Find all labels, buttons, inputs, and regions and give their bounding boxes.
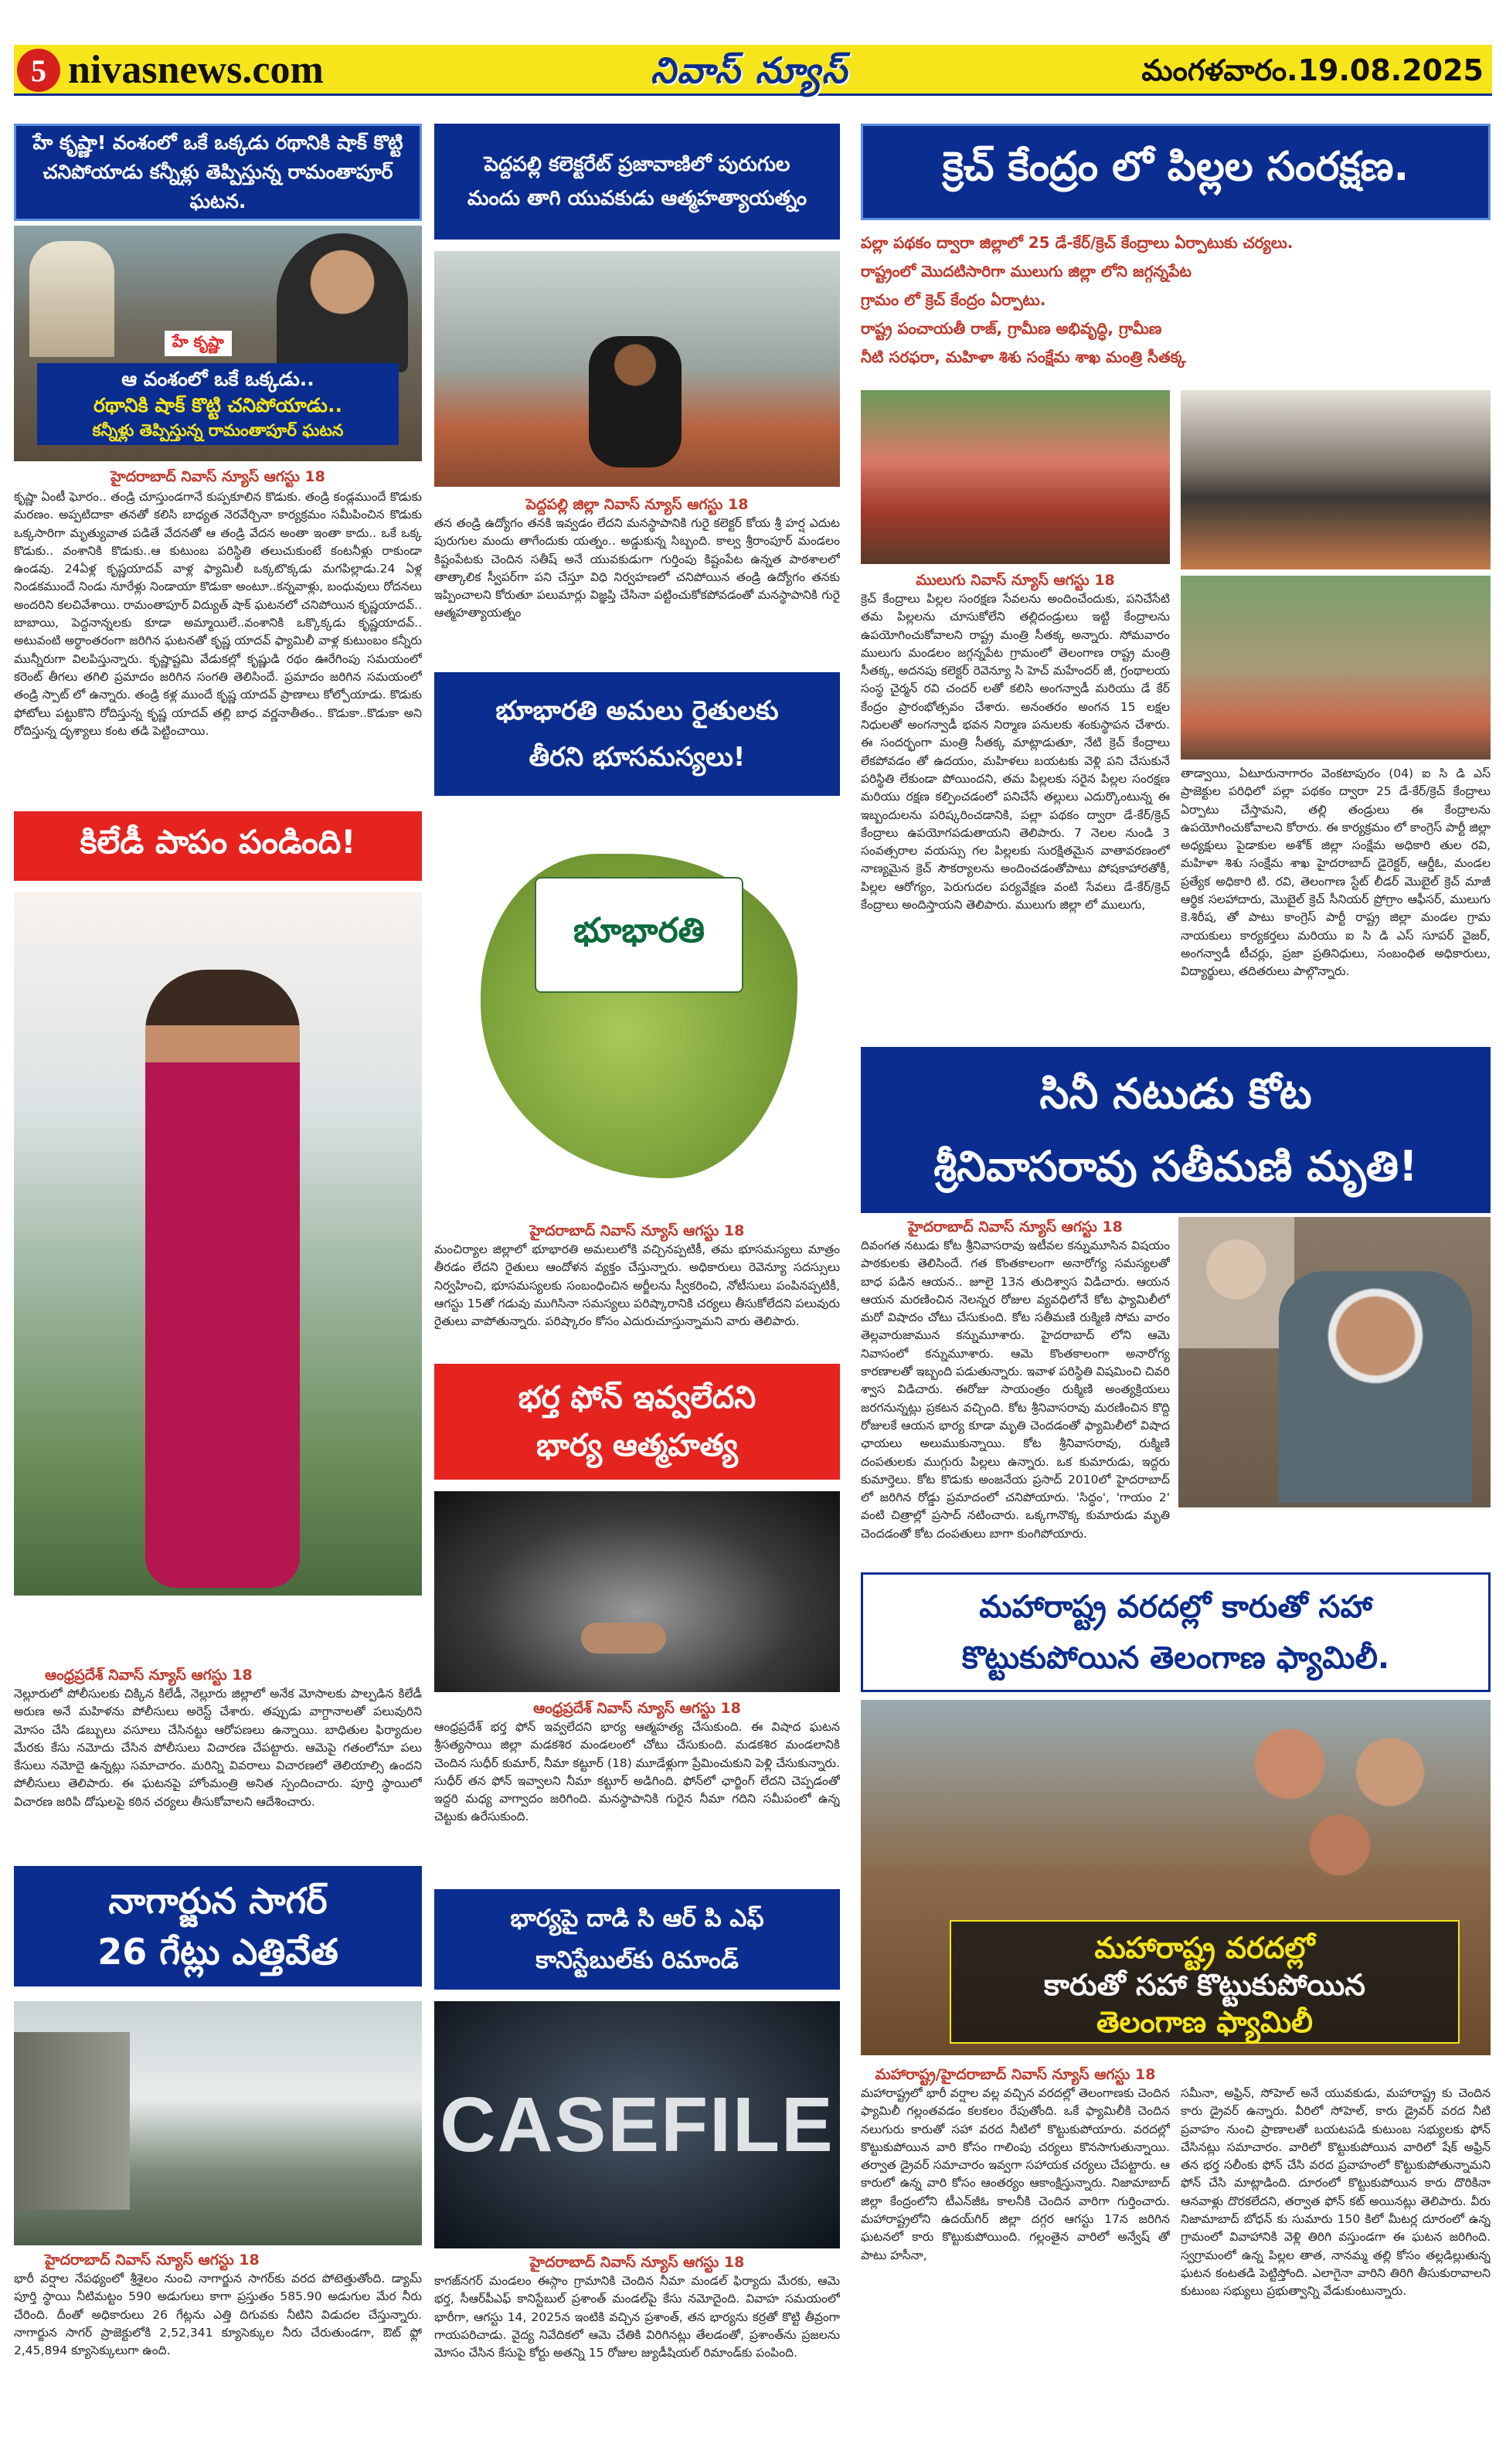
headline-line: హే కృష్ణా! వంశంలో ఒకే ఒక్కడు రథానికి షాక్ కొట్టి <box>32 131 403 154</box>
article-body: మంచిర్యాల జిల్లాలో భూభారతి అమలులోకి వచ్చినప్పటికీ, తమ భూసమస్యలు మాత్రం తీరడం లేదని రైతులు ఆందోళన వ్యక్తం చేస్తున్నారు. అధికారులు రెవెన్యూ సదస్సులు నిర్వహించి, భూసమస్యలకు సంబంధించిన అర్జీలను స్వీకరించి, నోటీసులు పంపినప్పటికీ, ఆగస్టు 15తో గడువు ముగిసినా సమస్యలు పరిష్కారానికి చర్యలు తీసుకోలేదని పలువురు రైతులు వాపోతున్నారు. పరిష్కారం కోసం ఎదురుచూస్తున్నామని వారు తెలిపారు. <box>434 1242 840 1329</box>
article-body: తన తండ్రి ఉద్యోగం తనకి ఇవ్వడం లేదని మనస్థాపానికి గురై కలెక్టర్ కోయ శ్రీ హర్ష ఎదుట పురుగుల మందు తాగేందుకు యత్నం.. అడ్డుకున్న సిబ్బంది. కాల్వ శ్రీరాంపూర్ మండలం కిష్టంపేటకు చెందిన సతీష్ అనే యువకుడుగా గుర్తింపు కిష్టంపేట ఉన్నత పాఠశాలలో తాత్కాలిక స్వీపర్‌గా పని చేస్తూ విధి నిర్వహణలో చనిపోయిన తండ్రి ఉద్యోగం తనకు ఇప్పించాలని కోరుతూ పలుమార్లు విజ్ఞప్తి చేసినా పట్టించుకోకపోవడంతో మనస్థాపానికి గురై ఆత్మహత్యాయత్నం <box>434 516 840 620</box>
article-body: క్రెచ్ కేంద్రాలు పిల్లల సంరక్షణ సేవలను అందించేందుకు, పనిచేసేటి తమ పిల్లలను చూసుకోలేని తల్లిదండ్రులు ఇట్టి కేంద్రాలను ఉపయోగించుకోవాలని రాష్ట్ర మంత్రి సీతక్క అన్నారు. సోమవారం ములుగు మండలం జగ్గన్నపేట గ్రామంలో తెలంగాణ రాష్ట్ర మంత్రి సీతక్క, అదనపు కలెక్టర్ రెవెన్యూ సి హెచ్ మహేందర్ జీ, గ్రంథాలయ సంస్థ చైర్మన్ రవి చందర్ లతో కలిసి అంగన్వాడీ మరియు డే కేర్ కేంద్రం ప్రారంభోత్సవం చేశారు. అనంతరం అంగన 15 లక్షల నిధులతో అంగన్వాడీ భవన నిర్మాణ పనులకు శంకుస్థాపన చేశారు. ఈ సందర్భంగా మంత్రి సీతక్క మాట్లాడుతూ, నేటి క్రెచ్ కేంద్రాలు లేకపోవడం తో ఉదయం, మహిళలు బయటకు వెళ్లి పని చేసుకునే పరిస్థితి లేకుండా పోయిందని, తమ పిల్లలకు సరైన పిల్లల సంరక్షణ మరియు రక్షణ కల్పించడంలో పనిచేసే తల్లులు ఎదుర్కొంటున్న ఈ ఇబ్బందులను పరిష్కరించడానికి, పల్లా పథకం ద్వారా డే-కేర్/క్రెచ్ కేంద్రాలు ఉపయోగపడుతాయని తెలిపారు. 7 నెలల నుండి 3 సంవత్సరాల వయస్సు గల పిల్లలకు సురక్షితమైన వాతావరణంలో నాణ్యమైన క్రెచ్ సౌకర్యాలను అందించడంతోపాటు పోషకాహారతోకీ, పిల్లల ఆరోగ్యం, పెరుగుదల పర్యవేక్షణ వంటి సేవలు డే-కేర్/క్రెచ్ కేంద్రాలు అందిస్తాయని తెలిపారు. ములుగు జిల్లా లో ములుగు, <box>861 592 1170 913</box>
headline-kota <box>861 1047 1491 1213</box>
dateline: ఆంధ్రప్రదేశ్ నివాస్ న్యూస్ ఆగస్టు 18 <box>45 1667 253 1684</box>
site-name[interactable]: nivasnews.com <box>68 48 324 92</box>
headline-line: చనిపోయాడు కన్నీళ్లు తెప్పిస్తున్న రామంతాపూర్ ఘటన. <box>42 161 393 212</box>
headline-line: తీరని భూసమస్యలు! <box>529 742 746 773</box>
subhead-line: నీటి సరఫరా, మహిళా శిశు సంక్షేమ శాఖ మంత్రి సీతక్క <box>861 348 1186 366</box>
photo-caption-line: ఆ వంశంలో ఒకే ఒక్కడు.. <box>121 368 314 390</box>
headline-line: కొట్టుకుపోయిన తెలంగాణ ఫ్యామిలీ. <box>961 1640 1390 1676</box>
dateline: మహారాష్ట్ర/హైదరాబాద్ నివాస్ న్యూస్ ఆగస్టు 18 <box>875 2066 1156 2083</box>
bhubharati-logo-text: భూభారతి <box>573 911 705 950</box>
photo-dam-gates <box>14 2001 422 2245</box>
article-body: భారీ వర్షాల నేపథ్యంలో శ్రీశైలం నుంచి నాగార్జున సాగర్‌కు వరద పోటెత్తుతోంది. డ్యామ్ పూర్తి స్థాయి నీటిమట్టం 590 అడుగులు కాగా ప్రస్తుతం 585.90 అడుగుల మేర నీరు చేరింది. దీంతో అధికారులు 26 గేట్లను ఎత్తి దిగువకు నీటిని విడుదల చేస్తున్నారు. నాగార్జున సాగర్ ప్రాజెక్టులోకి 2,52,341 క్యూసెక్కుల నీరు చేరుతుండగా, ఔట్ ఫ్లో 2,45,894 క్యూసెక్కులుగా ఉంది. <box>14 2272 422 2358</box>
photo-person-inset <box>277 233 408 372</box>
overlay-line: మహారాష్ట్ర వరదల్లో <box>1094 1931 1315 1965</box>
photo-caption-box <box>37 363 399 445</box>
headline-line: మందు తాగి యువకుడు ఆత్మహత్యాయత్నం <box>467 187 807 210</box>
photo-flood <box>861 1700 1491 2055</box>
dateline: ఆంధ్రప్రదేశ్ నివాస్ న్యూస్ ఆగస్టు 18 <box>533 1700 741 1717</box>
headline-crpf <box>434 1889 840 1990</box>
photo-bhubharati-map <box>434 807 840 1217</box>
photo-collectorate-youth <box>434 251 840 487</box>
dateline: హైదరాబాద్ నివాస్ న్యూస్ ఆగస్టు 18 <box>110 468 325 485</box>
headline-krishna <box>14 124 422 221</box>
article-body: మహారాష్ట్రలో భారీ వర్షాల వల్ల వచ్చిన వరదల్లో తెలంగాణకు చెందిన ఫ్యామిలీ గల్లంతవడం కలకలం రేపుతోంది. ఒకే ఫ్యామిలీకి చెందిన నలుగురు కారుతో సహా వరద నీటిలో కొట్టుకుపోయారు. వరదల్లో కొట్టుకుపోయిన వారి కోసం గాలింపు చర్యలు కొనసాగుతున్నాయి. తర్వాత డ్రైవర్ సమాచారం ఇవ్వగా సహాయక చర్యలు చేపట్టారు. ఆ కారులో ఉన్న వారి కోసం ఆంతర్యం ఆకాంక్షిస్తున్నారు. నిజామాబాద్ జిల్లా కేంద్రంలోని టీఎన్‌జీఓ కాలనీకి చెందిన వారిగా గుర్తించారు. మహారాష్ట్రలోని ఉదయ్‌గిర్ జిల్లా దగ్గర ఆగస్టు 17న జరిగిన ఘటనలో కారు కొట్టుకుపోయింది. గల్లంతైన వారిలో అన్వేష్ తో పాటు హసీనా, <box>861 2086 1170 2262</box>
photo-youth-figure <box>589 336 682 467</box>
headline-nagarjuna-sagar <box>14 1866 422 1986</box>
photo-kota-couple <box>1178 1217 1491 1507</box>
photo-rukmini-figure <box>1279 1271 1472 1503</box>
page-number-badge <box>17 49 60 92</box>
headline-line: సినీ నటుడు కోట <box>1039 1069 1312 1118</box>
photo-creche-plaque <box>1181 390 1491 569</box>
photo-creche-inauguration <box>861 390 1170 564</box>
headline-line: భర్త ఫోన్ ఇవ్వలేదని <box>518 1380 756 1416</box>
subhead-line: రాష్ట్ర పంచాయతీ రాజ్, గ్రామీణ అభివృద్ధి, గ్రామీణ <box>861 319 1162 338</box>
photo-woman-figure <box>145 970 300 1588</box>
headline-line: భార్య ఆత్మహత్య <box>536 1428 738 1463</box>
headline-wife-suicide <box>434 1364 840 1480</box>
bhubharati-logo-box <box>535 877 743 993</box>
article-body: నెల్లూరులో పోలీసులకు చిక్కిన కిలేడీ, నెల్లూరు జిల్లాలో అనేక మోసాలకు పాల్పడిన కిలేడీ అరుణ అనే మహిళను పోలీసులు అరెస్ట్ చేశారు. తప్పుడు వాగ్దానాలతో పలువురిని మోసం చేసి డబ్బులు వసూలు చేసినట్టు ఆరోపణలు ఉన్నాయి. బాధితుల ఫిర్యాదుల మేరకు కేసు నమోదు చేసిన పోలీసులు విచారణ చేపట్టారు. ఆమెపై గతంలోనూ పలు కేసులు నమోదై ఉన్నట్లు సమాచారం. మరిన్ని వివరాలు విచారణలో తెలియాల్సి ఉందని పోలీసులు తెలిపారు. ఈ ఘటనపై హోంమంత్రి అనిత స్పందించారు. పూర్తి స్థాయిలో విచారణ జరిపి దోషులపై కఠిన చర్యలు తీసుకోవాలని ఆదేశించారు. <box>14 1687 422 1809</box>
article-body: కాగజ్‌నగర్ మండలం ఈస్గాం గ్రామానికి చెందిన నీమా మండల్ ఫిర్యాదు మేరకు, ఆమె భర్త, సీఆర్‌పీఎఫ్ కానిస్టేబుల్ ప్రశాంత్ మండల్‌పై కేసు నమోదైంది. వివాహ సమయంలో భారీగా, ఆగస్టు 14, 2025న ఇంటికి వచ్చిన ప్రశాంత్, తన భార్యను కర్రతో కొట్టి తీవ్రంగా గాయపరిచాడు. వైద్య నివేదికలో ఆమె చేతికి విరిగినట్లు తేలడంతో, ప్రశాంత్‌ను ప్రజలను మోసం చేసిన కేసుపై కోర్టు అతన్ని 15 రోజుల జ్యుడీషియల్ రిమాండ్‌కు పంపింది. <box>434 2274 840 2360</box>
headline-line: నాగార్జున సాగర్ <box>108 1880 328 1922</box>
article-body: తాడ్వాయి, ఏటూరునాగారం వెంకటాపురం (04) ఐ సి డి ఎస్ ప్రాజెక్టుల పరిధిలో పల్లా పథకం ద్వారా 25 డే-కేర్/క్రెచ్ కేంద్రాలు ఏర్పాటు చేస్తామని, తల్లి తండ్రులు ఈ కేంద్రాలను ఉపయోగించుకోవాలని కోరారు. ఈ కార్యక్రమం లో కాంగ్రెస్ పార్టీ జిల్లా అధ్యక్షులు పైడాకుల అశోక్ జిల్లా సంక్షేమ అధికారి తుల రవి, మహిళా శిశు సంక్షేమ శాఖ హైదరాబాద్ డైరెక్టర్, ఆర్డీఓ, మండల ప్రత్యేక అధికారి టి. రవి, తెలంగాణ స్టేట్ లీడర్ మొబైల్ క్రెచ్ మాజీ ఆర్థిక సలహాదారు, మొబైల్ క్రెచ్ సీనియర్ ప్రోగ్రాం ఆఫీసర్, ములుగు కె.శిరీష, తో పాటు కాంగ్రెస్ పార్టీ రాష్ట్ర జిల్లా మండల గ్రామ నాయకులు కార్యకర్తలు మరియు ఐ సి డి ఎస్ సూపర్ వైజర్, అంగన్వాడీ టీచర్లు, ప్రజా ప్రతినిధులు, సంబంధిత అధికారులు, విద్యార్థులు, తదితరులు పాల్గొన్నారు. <box>1181 766 1491 979</box>
photo-casefile <box>434 2001 840 2248</box>
photo-kota-inset <box>1178 1217 1294 1348</box>
photo-chariot <box>29 241 114 357</box>
dateline: హైదరాబాద్ నివాస్ న్యూస్ ఆగస్టు 18 <box>529 2254 745 2271</box>
photo-covered-body <box>434 1491 840 1692</box>
photo-caption-line: రథానికి షాక్ కొట్టి చనిపోయాడు.. <box>93 394 342 416</box>
photo-overlay-box <box>950 1920 1460 2044</box>
creche-subhead <box>861 229 1491 376</box>
headline-line: కానిస్టేబుల్‌కు రిమాండ్ <box>535 1946 739 1974</box>
dateline: పెద్దపల్లి జిల్లా నివాస్ న్యూస్ ఆగస్టు 18 <box>525 496 749 513</box>
photo-dam-wall <box>14 2032 130 2210</box>
dateline: హైదరాబాద్ నివాస్ న్యూస్ ఆగస్టు 18 <box>908 1218 1123 1235</box>
brand-logo: నివాస్ న్యూస్ <box>651 49 848 91</box>
dateline: హైదరాబాద్ నివాస్ న్యూస్ ఆగస్టు 18 <box>45 2252 260 2269</box>
dateline: ములుగు నివాస్ న్యూస్ ఆగస్టు 18 <box>916 572 1115 589</box>
photo-label-hey-krishna: హే కృష్ణా <box>165 331 232 356</box>
overlay-line: కారుతో సహా కొట్టుకుపోయిన <box>1044 1968 1365 2002</box>
photo-caption-line: కన్నీళ్లు తెప్పిస్తున్న రామంతాపూర్ ఘటన <box>92 421 344 440</box>
headline-creche: క్రెచ్ కేంద్రం లో పిల్లల సంరక్షణ. <box>861 124 1491 220</box>
headline-maharashtra-floods <box>861 1572 1491 1692</box>
headline-peddapalli <box>434 124 840 240</box>
page-number: 5 <box>31 53 46 88</box>
photo-woman-saree <box>14 892 422 1596</box>
headline-line: 26 గేట్లు ఎత్తివేత <box>97 1931 338 1973</box>
subhead-line: రాష్ట్రంలో మొదటిసారిగా ములుగు జిల్లా లోని జగ్గన్నపేట <box>861 262 1192 280</box>
subhead-line: గ్రామం లో క్రెచ్ కేంద్రం ఏర్పాటు. <box>861 291 1046 309</box>
headline-line: మహారాష్ట్ర వరదల్లో కారుతో సహా <box>979 1589 1372 1625</box>
subhead-line: పల్లా పథకం ద్వారా జిల్లాలో 25 డే-కేర్/క్రెచ్ కేంద్రాలు ఏర్పాటుకు చర్యలు. <box>861 233 1294 252</box>
headline-line: భూభారతి అమలు రైతులకు <box>495 695 779 726</box>
article-body: దివంగత నటుడు కోట శ్రీనివాసరావు ఇటీవల కన్నుమూసిన విషయం పాఠకులకు తెలిసిందే. గత కొంతకాలంగా అనారోగ్య సమస్యలతో బాధ పడిన ఆయన.. జూలై 13న తుదిశ్వాస విడిచారు. ఆయన ఆయన మరణించిన నెలన్నర రోజుల వ్యవధిలోనే కోట ఫ్యామిలీలో మరో విషాదం చోటు చేసుకుంది. కోట సతీమణి రుక్మిణి సోమ వారం తెల్లవారుజామున కన్నుమూశారు. హైదరాబాద్ లోని ఆమె నివాసంలో కన్నుమూశారు. ఆమె కొంతకాలంగా అనారోగ్య కారణాలతో ఇబ్బంది పడుతున్నారు. ఇవాళ పరిస్థితి విషమించి చివరి శ్వాస విడిచారు. ఈరోజు సాయంత్రం రుక్మిణి అంత్యక్రియలు జరగనున్నట్లు ప్రకటన వచ్చింది. కోట శ్రీనివాసరావు మరణించిన కొద్ది రోజులకే ఆయన భార్య కూడా మృతి చెందడంతో ఫ్యామిలీలో విషాద ఛాయలు అలుముకున్నాయి. కోట శ్రీనివాసరావు, రుక్మిణి దంపతులకు ముగ్గురు పిల్లలు ఉన్నారు. ఒక కుమారుడు, ఇద్దరు కుమార్తెలు. కోట కొడుకు అంజనేయ ప్రసాద్ 2010లో హైదరాబాద్ లో జరిగిన రోడ్డు ప్రమాదంలో చనిపోయారు. 'సిద్ధం', 'గాయం 2' వంటి చిత్రాల్లో ప్రసాద్ నటించారు. ఒక్కగానొక్క కుమారుడు మృతి చెందడంతో కోట దంపతులు బాగా కుంగిపోయారు. <box>861 1239 1170 1541</box>
dateline: హైదరాబాద్ నివాస్ న్యూస్ ఆగస్టు 18 <box>529 1222 745 1239</box>
headline-line: పెద్దపల్లి కలెక్టరేట్ ప్రజావాణిలో పురుగుల <box>484 153 790 176</box>
photo-creche-foundation <box>1181 576 1491 760</box>
headline-kiledi: కిలేడీ పాపం పండింది! <box>14 811 422 881</box>
headline-line: భార్యపై దాడి సి ఆర్ పి ఎఫ్ <box>510 1905 764 1932</box>
overlay-line: తెలంగాణ ఫ్యామిలీ <box>1096 2005 1314 2039</box>
photo-hand <box>581 1623 666 1653</box>
article-body: ఆంధ్రప్రదేశ్ భర్త ఫోన్ ఇవ్వలేదని భార్య ఆత్మహత్య చేసుకుంది. ఈ విషాద ఘటన శ్రీసత్యసాయి జిల్లా మడకశిర మండలంలో చోటు చేసుకుంది. మడకశిర మండలానికి చెందిన సుధీర్ కుమార్, నీమా కట్టూర్ (18) మూడేళ్లుగా ప్రేమించుకుని పెళ్లి చేసుకున్నారు. సుధీర్ తన ఫోన్ ఇవ్వాలని నీమా కట్టూర్ అడిగింది. ఫోన్‌లో ఛార్జింగ్ లేదని చెప్పడంతో ఇద్దరి మధ్య వాగ్వాదం జరిగింది. మనస్థాపానికి గురైన నీమా గదిని సమీపంలో ఉన్న చెట్టుకు ఉరేసుకుంది. <box>434 1720 840 1824</box>
photo-krishna-procession <box>14 226 422 461</box>
casefile-text: CASEFILE <box>440 2081 835 2168</box>
headline-line: శ్రీనివాసరావు సతీమణి మృతి! <box>933 1141 1418 1191</box>
article-body: సమీనా, అఫ్రిన్, సోహెల్ అనే యువకుడు, మహారాష్ట్ర కు చెందిన కారు డ్రైవర్ ఉన్నారు. వీరిలో సోహెల్, కారు డ్రైవర్ వరద నీటి ప్రవాహం నుంచి ప్రాణాలతో బయటపడి కుటుంబ సభ్యులకు ఫోన్ చేసినట్లు సమాచారం. వారిలో కొట్టుకుపోయిన వారిలో షేక్ అఫ్రిన్ తన భర్త సలీంకు ఫోన్ చేసి వరద ప్రవాహంలో కొట్టుకుపోతున్నామని ఫోన్ చేసి మాట్లాడింది. దూరంలో కొట్టుకుపోయిన కారు దొరికినా ఆనవాళ్లు దొరకలేదని, తర్వాత ఫోన్ కట్ అయినట్లు తెలిపారు. వీరు నిజామాబాద్ బోధన్ కు సుమారు 150 కిలో మీటర్ల దూరంలో ఉన్న గ్రామంలో వివాహానికి వెళ్లి తిరిగి వస్తుండగా ఈ ఘటన జరిగింది. స్వగ్రామంలో ఉన్న పిల్లల తాత, నానమ్మ తల్లి కోసం తల్లడిల్లుతున్న ఘటన కంటతడి పెట్టిస్తోంది. ఎలాగైనా వారిని తిరిగి తీసుకురావాలని కుటుంబ సభ్యులు ప్రభుత్వాన్ని వేడుకుంటున్నారు. <box>1181 2086 1491 2299</box>
photo-inset-faces <box>1239 1715 1440 1878</box>
issue-date: మంగళవారం.19.08.2025 <box>1141 53 1484 87</box>
headline-bhubharati <box>434 672 840 796</box>
article-body: కృష్ణా ఏంటీ ఘోరం.. తండ్రి చూస్తుండగానే కుప్పకూలిన కొడుకు. తండ్రి కండ్లముందే కొడుకు మరణం. అప్పటిదాకా తనతో కలిసి బాధ్యత నెరవేర్చినా కార్యక్రమం సమీపించిన కొడుకు ఒక్కసారిగా మృత్యువాత పడితే వేదనతో ఆ తండ్రి వేదన అంతా ఇంతా కాదు.. ఒకే ఒక్క కొడుకు.. వంశానికి కొడుకు..ఆ కుటుంబ పరిస్థితి తలుచుకుంటే కంటనీళ్లు రాకుండా ఉండవు. 24ఏళ్ల కృష్ణయాదవ్ వాళ్ల ఫ్యామిలీ ఒక్కటొక్కడు మగపిల్లాడు.24 ఏళ్ల నిండకముందే నిండు నూరేళ్లు నిండాయా కొడుకా అంటూ..కన్నవాళ్లు, బంధువులు రోదనలు అందరిని కలచివేశాయి. రామంతాపూర్ విద్యుత్ షాక్ ఘటనలో చనిపోయిన కృష్ణయాదవ్.. బాబాయి, పెద్దనాన్నలకు కూడా అమ్మాయిలే..వంశానికి ఒక్కొక్కడు కృష్ణయాదవ్.. అటువంటి అర్థాంతరంగా జరిగిన ఘటనతో కృష్ణ యాదవ్ ఫ్యామిలీ వాళ్ల కుటుంబం కన్నీరు మున్నీరుగా విలపిస్తున్నారు. కృష్ణాష్టమి వేడుకల్లో కృష్ణుడి రథం ఊరేగింపు సమయంలో కరెంట్ తీగలు తగిలి ప్రమాదం జరిగిన సంగతి తెలిసిందే. ప్రమాదం జరిగిన సమయంలో తండ్రి స్పాట్ లో ఉన్నారు. తండ్రి కళ్ల ముందే కృష్ణ యాదవ్ ప్రాణాలు కోల్పోయాడు. కొడుకు ఫోటోలు పట్టుకొని రోదిస్తున్న కృష్ణ యాదవ్ తల్లి బాధ వర్ణనాతీతం.. కొడుకా..కొడుకా అని రోదిస్తున్న దృశ్యాలు కంట తడి పెట్టించాయి. <box>14 490 422 738</box>
